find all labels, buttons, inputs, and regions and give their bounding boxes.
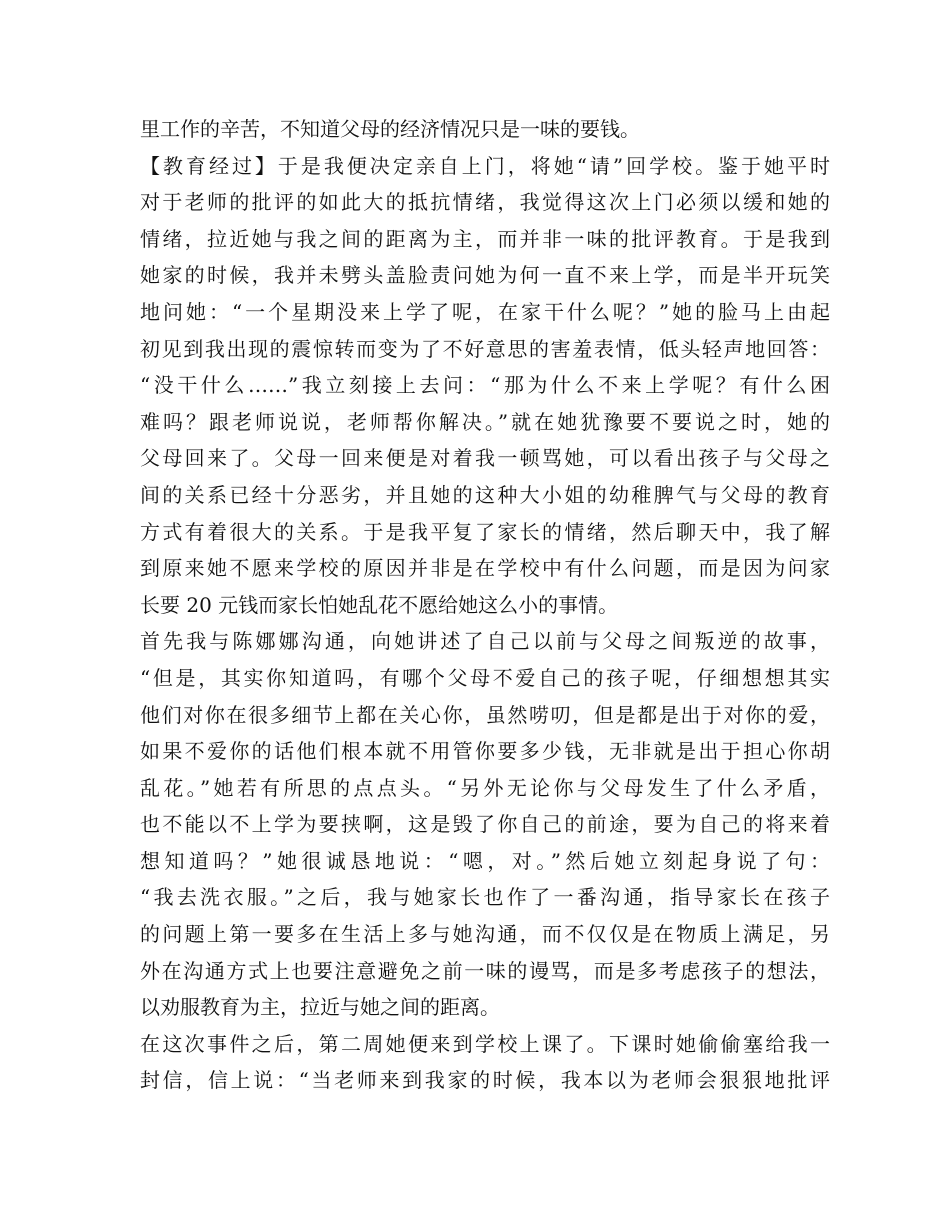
text-line: 封信，信上说：“当老师来到我家的时候，我本以为老师会狠狠地批评 [140, 1068, 830, 1093]
text-line: “没干什么……”我立刻接上去问：“那为什么不来上学呢？有什么困 [140, 373, 830, 398]
text-line: 到原来她不愿来学校的原因并非是在学校中有什么问题，而是因为问家 [140, 556, 830, 581]
text-line: 如果不爱你的话他们根本就不用管你要多少钱，无非就是出于担心你胡 [140, 739, 830, 764]
text-line: 方式有着很大的关系。于是我平复了家长的情绪，然后聊天中，我了解 [140, 519, 830, 544]
text-line: 想知道吗？”她很诚恳地说：“嗯，对。”然后她立刻起身说了句： [140, 848, 830, 873]
text-line: 以劝服教育为主，拉近与她之间的距离。 [140, 995, 500, 1020]
text-line: 难吗？跟老师说说，老师帮你解决。”就在她犹豫要不要说之时，她的 [140, 409, 830, 434]
text-line: 【教育经过】于是我便决定亲自上门，将她“请”回学校。鉴于她平时 [140, 153, 830, 178]
text-line: 她家的时候，我并未劈头盖脸责问她为何一直不来上学，而是半开玩笑 [140, 263, 830, 288]
text-line: 地问她：“一个星期没来上学了呢，在家干什么呢？”她的脸马上由起 [140, 299, 830, 324]
text-line: “但是，其实你知道吗，有哪个父母不爱自己的孩子呢，仔细想想其实 [140, 665, 830, 690]
text-line: 外在沟通方式上也要注意避免之前一味的谩骂，而是多考虑孩子的想法， [140, 958, 830, 983]
text-line: 情绪，拉近她与我之间的距离为主，而并非一味的批评教育。于是我到 [140, 226, 830, 251]
text-line: 对于老师的批评的如此大的抵抗情绪，我觉得这次上门必须以缓和她的 [140, 190, 830, 215]
text-line: 的问题上第一要多在生活上多与她沟通，而不仅仅是在物质上满足，另 [140, 922, 830, 947]
body-text [140, 111, 830, 1099]
text-line: 里工作的辛苦，不知道父母的经济情况只是一味的要钱。 [140, 117, 640, 141]
text-line: 也不能以不上学为要挟啊，这是毁了你自己的前途，要为自己的将来着 [140, 812, 830, 837]
text-line: 父母回来了。父母一回来便是对着我一顿骂她，可以看出孩子与父母之 [140, 446, 830, 471]
text-line: 首先我与陈娜娜沟通，向她讲述了自己以前与父母之间叛逆的故事， [140, 629, 830, 654]
text-line: 乱花。”她若有所思的点点头。“另外无论你与父母发生了什么矛盾， [140, 775, 830, 800]
text-line: 间的关系已经十分恶劣，并且她的这种大小姐的幼稚脾气与父母的教育 [140, 482, 830, 507]
text-line: 他们对你在很多细节上都在关心你，虽然唠叨，但是都是出于对你的爱， [140, 702, 830, 727]
text-line: 长要 20 元钱而家长怕她乱花不愿给她这么小的事情。 [140, 592, 619, 617]
text-line: “我去洗衣服。”之后，我与她家长也作了一番沟通，指导家长在孩子 [140, 885, 830, 910]
text-line: 在这次事件之后，第二周她便来到学校上课了。下课时她偷偷塞给我一 [140, 1031, 830, 1056]
text-line: 初见到我出现的震惊转而变为了不好意思的害羞表情，低头轻声地回答： [140, 336, 830, 361]
